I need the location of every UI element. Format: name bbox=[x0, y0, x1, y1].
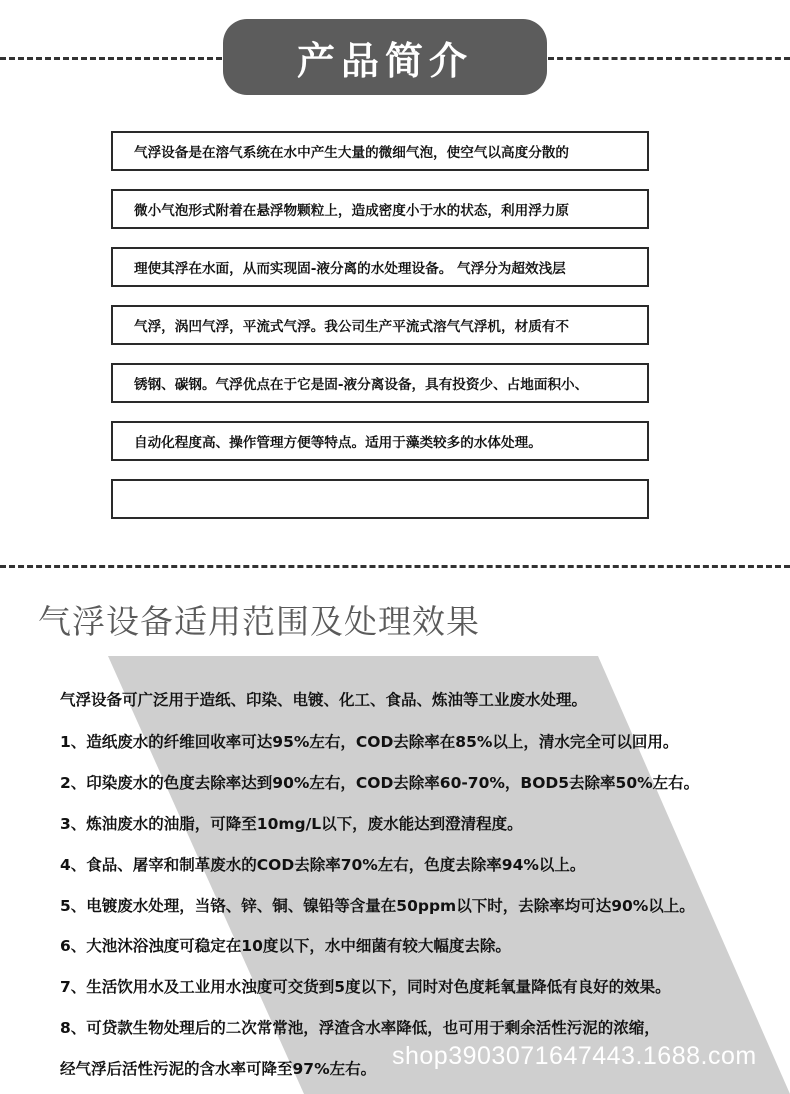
intro-box: 气浮，涡凹气浮，平流式气浮。我公司生产平流式溶气气浮机，材质有不 bbox=[111, 305, 649, 345]
scope-line: 1、造纸废水的纤维回收率可达95%左右，COD去除率在85%以上，清水完全可以回用。 bbox=[60, 733, 679, 751]
scope-line: 4、食品、屠宰和制革废水的COD去除率70%左右，色度去除率94%以上。 bbox=[60, 856, 586, 874]
watermark-text: shop3903071647443.1688.com bbox=[392, 1042, 757, 1070]
intro-box: 气浮设备是在溶气系统在水中产生大量的微细气泡，使空气以高度分散的 bbox=[111, 131, 649, 171]
scope-line: 2、印染废水的色度去除率达到90%左右，COD去除率60-70%，BOD5去除率50%左右。 bbox=[60, 774, 700, 792]
intro-box: 理使其浮在水面，从而实现固-液分离的水处理设备。 气浮分为超效浅层 bbox=[111, 247, 649, 287]
scope-line: 气浮设备可广泛用于造纸、印染、电镀、化工、食品、炼油等工业废水处理。 bbox=[60, 691, 588, 709]
section-title: 气浮设备适用范围及处理效果 bbox=[38, 602, 480, 641]
page-title: 产品简介 bbox=[223, 19, 547, 95]
intro-box: 微小气泡形式附着在悬浮物颗粒上，造成密度小于水的状态，利用浮力原 bbox=[111, 189, 649, 229]
intro-box: 锈钢、碳钢。气浮优点在于它是固-液分离设备，具有投资少、占地面积小、 bbox=[111, 363, 649, 403]
scope-line: 5、电镀废水处理，当铬、锌、铜、镍铅等含量在50ppm以下时，去除率均可达90%以上。 bbox=[60, 897, 695, 915]
scope-line: 7、生活饮用水及工业用水浊度可交货到5度以下，同时对色度耗氧量降低有良好的效果。 bbox=[60, 978, 671, 996]
scope-line: 8、可贷款生物处理后的二次常常池，浮渣含水率降低，也可用于剩余活性污泥的浓缩， bbox=[60, 1019, 660, 1037]
scope-line: 6、大池沐浴浊度可稳定在10度以下，水中细菌有较大幅度去除。 bbox=[60, 937, 511, 955]
intro-box: 自动化程度高、操作管理方便等特点。适用于藻类较多的水体处理。 bbox=[111, 421, 649, 461]
scope-line: 3、炼油废水的油脂，可降至10mg/L以下，废水能达到澄清程度。 bbox=[60, 815, 523, 833]
scope-line: 经气浮后活性污泥的含水率可降至97%左右。 bbox=[60, 1060, 377, 1078]
